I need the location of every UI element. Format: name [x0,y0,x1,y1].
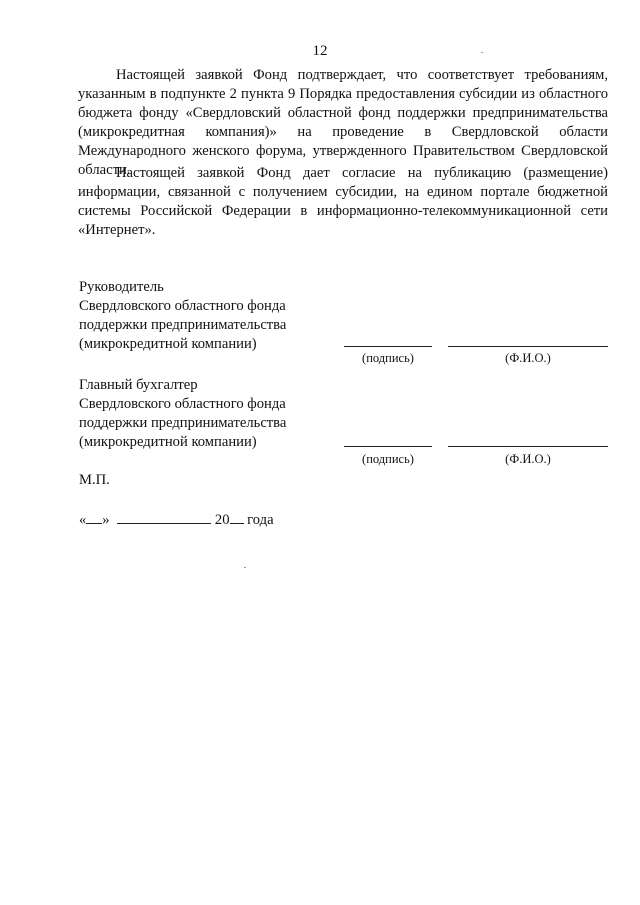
signatory-title: Главный бухгалтер [79,377,198,393]
signature-caption: (подпись) [362,452,414,466]
signatory-org-line: поддержки предпринимательства [79,415,287,431]
consent-paragraph: Настоящей заявкой Фонд дает согласие на публикацию (размещение) информации, связанной с получением субсидии, на едином портале бюджетной системы Российской Федерации в информационно-телекоммуникационной сети «Интернет». [78,165,608,238]
year-prefix: 20 [214,512,230,528]
day-blank [86,511,102,524]
name-caption: (Ф.И.О.) [505,351,551,365]
name-caption: (Ф.И.О.) [505,452,551,466]
year-suffix: года [247,512,274,528]
signatory-org-line: (микрокредитной компании) [79,434,257,450]
signatory-org-line: поддержки предпринимательства [79,317,287,333]
month-blank [117,511,211,524]
year-blank [230,511,244,524]
date-open-quote: « [79,512,87,528]
signature-line [344,446,432,447]
signatory-head [79,278,339,354]
statement-paragraph: Настоящей заявкой Фонд подтверждает, что соответствует требованиям, указанным в подпункте 2 пункта 9 Порядка предоставления субсидии из областного бюджета фонду «Свердловский областной фонд поддержки предпринимательства (микрокредитная компания)» на проведение в Свердловской области Международного женского форума, утвержденного Правительством Свердловской области. [78,67,608,178]
scan-speck [244,567,246,568]
date-line [79,511,274,529]
stamp-label: М.П. [79,472,110,488]
date-close-quote: » [102,512,110,528]
signatory-chief-accountant [79,376,339,452]
signature-caption: (подпись) [362,351,414,365]
signatory-org-line: Свердловского областного фонда [79,298,286,314]
signature-line [344,346,432,347]
page-number: 12 [312,43,328,59]
name-line [448,446,608,447]
signatory-org-line: Свердловского областного фонда [79,396,286,412]
scan-speck [481,52,483,53]
signatory-title: Руководитель [79,279,164,295]
signatory-org-line: (микрокредитной компании) [79,336,257,352]
name-line [448,346,608,347]
